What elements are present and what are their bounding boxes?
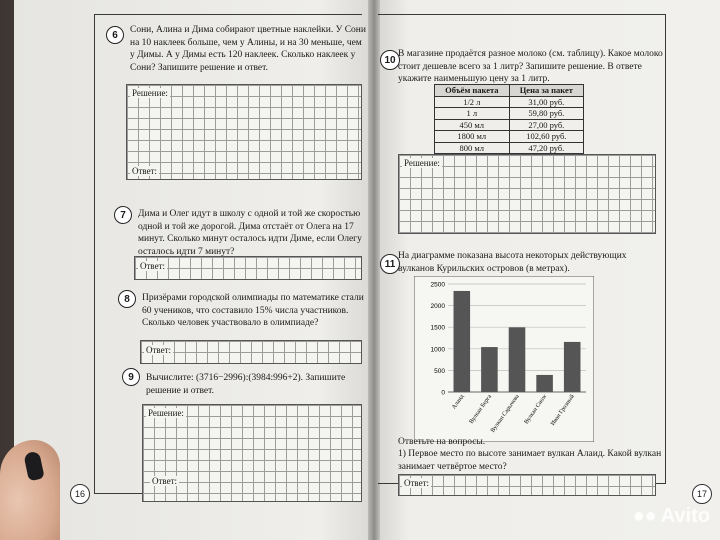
question-7-text: Дима и Олег идут в школу с одной и той же скоростью одной и той же дорогой. Дима отстаёт от Олега на 17 минут. Сколько минут осталось идти Диме, если Олегу осталось идти 7 минут? — [138, 209, 362, 257]
question-11-text: На диаграмме показана высота некоторых действующих вулканов Курильских островов (в метрах). — [398, 251, 627, 274]
question-9-solution-label: Решение: — [148, 408, 184, 418]
question-9-solution-grid[interactable] — [142, 404, 362, 502]
table-cell: 59,80 руб. — [509, 108, 583, 120]
table-cell: 31,00 руб. — [509, 96, 583, 108]
page-number-16: 16 — [70, 484, 90, 504]
table-cell: 102,60 руб. — [509, 131, 583, 143]
question-8-answer-grid[interactable] — [140, 340, 362, 364]
avito-watermark — [633, 505, 710, 528]
table-row — [435, 131, 584, 143]
question-11-intro: Ответьте на вопросы. — [398, 437, 486, 447]
table-cell: 1 л — [435, 108, 510, 120]
chart-bar — [481, 347, 498, 392]
question-11-subquestion-1: 1) Первое место по высоте занимает вулкан Алаид. Какой вулкан занимает четвёртое место? — [398, 449, 662, 472]
chart-y-tick-label: 0 — [441, 389, 445, 397]
chart-x-tick-label: Алаид — [451, 393, 466, 411]
question-9-answer-label: Ответ: — [152, 476, 178, 486]
chart-bar — [509, 327, 526, 392]
question-10-text: В магазине продаётся разное молоко (см. таблицу). Какое молоко стоит дешевле всего за 1 литр? Запишите решение. В ответе укажите наименьшую цену за 1 литр. — [398, 49, 663, 84]
question-8-number: 8 — [118, 290, 136, 308]
chart-y-tick-label: 1000 — [430, 346, 445, 354]
volcano-height-chart — [414, 276, 594, 442]
question-7-number: 7 — [114, 206, 132, 224]
chart-y-tick-label: 1500 — [430, 324, 445, 332]
right-page — [374, 0, 720, 540]
question-6-answer-label: Ответ: — [132, 166, 158, 176]
book-gutter — [368, 0, 380, 540]
table-header-volume: Объём пакета — [435, 85, 510, 97]
chart-x-tick-label: Вулкан Снow — [523, 393, 549, 426]
question-8-text: Призёрами городской олимпиады по математике стали 60 учеников, что составило 15% числа участников. Сколько человек участвовало в олимпиаде? — [142, 293, 364, 328]
table-cell: 800 мл — [435, 142, 510, 154]
table-row — [435, 108, 584, 120]
chart-y-tick-label: 2000 — [430, 303, 445, 311]
question-8-answer-label: Ответ: — [146, 345, 172, 355]
table-row — [435, 142, 584, 154]
page-number-17: 17 — [692, 484, 712, 504]
table-row — [435, 96, 584, 108]
avito-watermark-text: Avito — [660, 505, 710, 527]
chart-x-tick-label: Вулкан Сарычева — [490, 393, 521, 434]
question-6-number: 6 — [106, 26, 124, 44]
question-10-solution-label: Решение: — [404, 158, 440, 168]
chart-bar — [536, 375, 553, 392]
table-header-price: Цена за пакет — [509, 85, 583, 97]
question-11-number: 11 — [380, 254, 400, 274]
table-cell: 1800 мл — [435, 131, 510, 143]
question-10-number: 10 — [380, 50, 400, 70]
question-9-text: Вычислите: (3716−2996):(3984:996+2). Запишите решение и ответ. — [146, 373, 346, 396]
avito-logo-icon: ●● — [632, 505, 657, 527]
table-cell: 450 мл — [435, 119, 510, 131]
question-6-solution-grid[interactable] — [126, 84, 362, 180]
chart-x-tick-label: Вулкан Берга — [468, 393, 494, 426]
question-7-answer-label: Ответ: — [140, 261, 166, 271]
question-11-answer-label: Ответ: — [404, 478, 430, 488]
table-cell: 47,20 руб. — [509, 142, 583, 154]
left-page — [14, 0, 374, 540]
table-cell: 27,00 руб. — [509, 119, 583, 131]
chart-bar — [564, 342, 581, 392]
chart-y-tick-label: 500 — [434, 367, 445, 375]
question-9-number: 9 — [122, 368, 140, 386]
question-6-text: Сони, Алина и Дима собирают цветные наклейки. У Сони на 10 наклеек больше, чем у Алины, и на 30 меньше, чем у Димы. А у Димы есть 120 наклеек. Сколько наклеек у Сони? Запишите решение и ответ. — [130, 25, 366, 73]
question-7-answer-grid[interactable] — [134, 256, 362, 280]
table-row — [435, 119, 584, 131]
question-11-answer-grid[interactable] — [398, 474, 656, 496]
milk-price-table — [434, 84, 584, 154]
chart-bar — [454, 291, 471, 392]
table-cell: 1/2 л — [435, 96, 510, 108]
chart-x-tick-label: Иван Грозный — [550, 393, 576, 427]
chart-y-tick-label: 2500 — [430, 281, 445, 289]
question-6-solution-label: Решение: — [132, 88, 168, 98]
